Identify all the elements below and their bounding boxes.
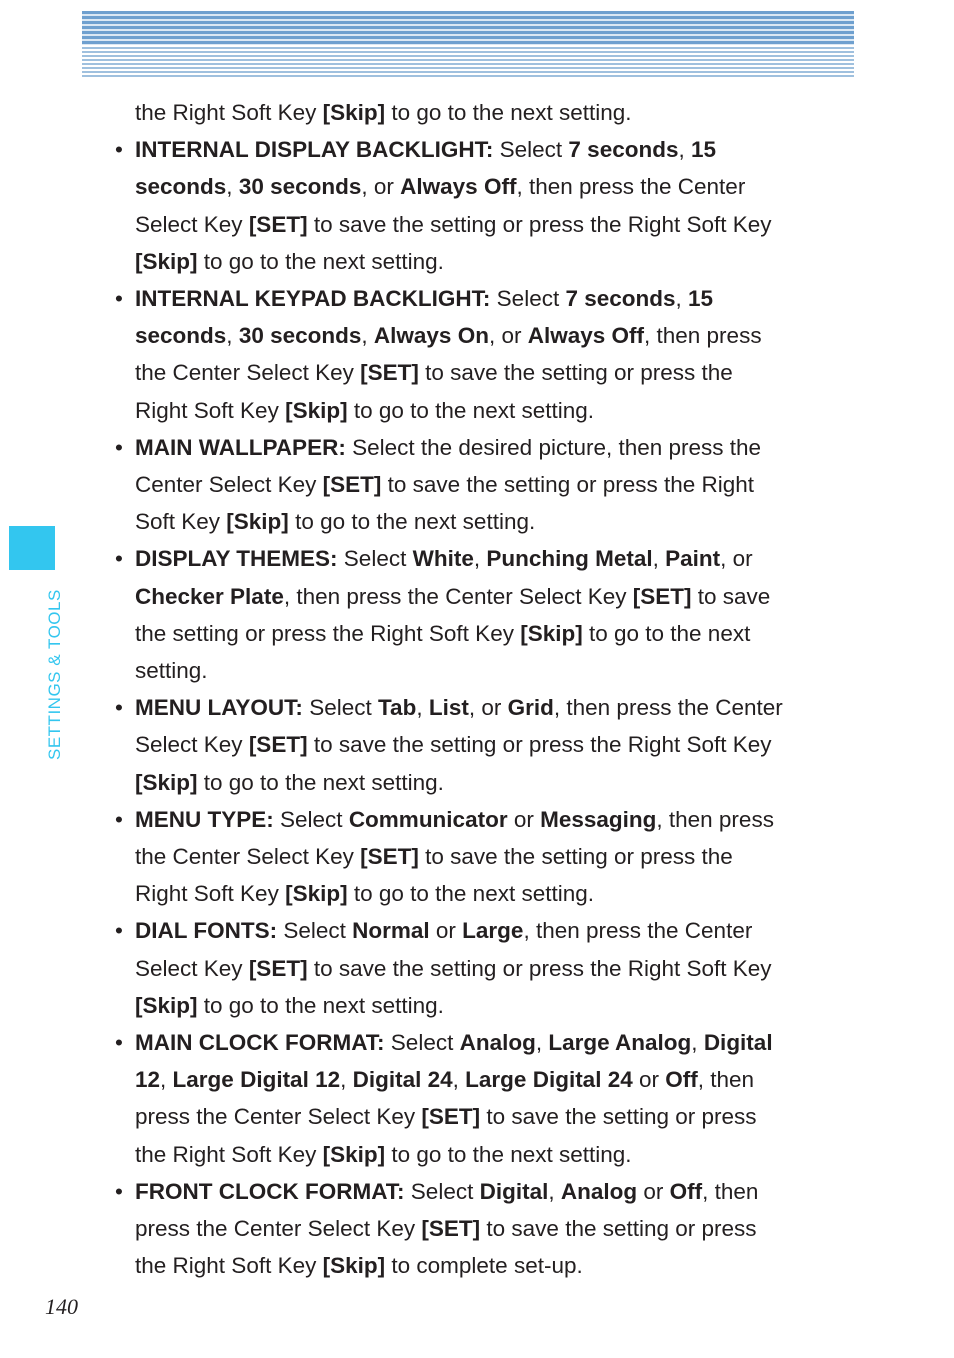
text-line [135, 652, 208, 689]
text-run: to go to the next setting. [385, 100, 632, 125]
text-run: the Center Select Key [135, 844, 361, 869]
bold-term: INTERNAL KEYPAD BACKLIGHT: [135, 286, 491, 311]
text-run: , or [361, 174, 401, 200]
bold-term: 7 seconds [568, 137, 679, 163]
text-line [135, 1173, 758, 1210]
text-run: , [160, 1067, 173, 1093]
text-line [135, 280, 713, 317]
text-run: Select the desired picture, then press the [345, 434, 762, 460]
text-line [135, 1098, 757, 1135]
bullet-icon: • [115, 434, 123, 460]
bold-term: 30 seconds [238, 174, 362, 200]
text-line [135, 503, 535, 540]
bold-term: [Skip] [285, 881, 348, 907]
text-run: , [675, 286, 689, 311]
text-run: Select [404, 1178, 480, 1204]
bold-term: Always Off [527, 323, 644, 349]
bold-term: Off [669, 1178, 703, 1204]
text-run: press the Center Select Key [135, 1216, 422, 1241]
text-run: to save the setting or press the Right Soft Key [307, 211, 772, 237]
text-line [135, 578, 770, 615]
text-run: to go to the next setting. [197, 248, 444, 274]
text-run: Select [273, 806, 349, 832]
text-run: , [678, 137, 691, 163]
bullet-icon: • [115, 695, 123, 721]
header-stripe-band [82, 11, 854, 79]
bold-term: [Skip] [135, 769, 198, 795]
text-run: , [452, 1067, 466, 1093]
text-run: to go to the next setting. [347, 397, 595, 423]
text-run: , then press [656, 806, 774, 832]
text-run: Select [490, 286, 566, 311]
bold-term: [SET] [248, 211, 308, 237]
text-run: , [473, 546, 487, 572]
text-run: to save the setting or press the Right [381, 472, 755, 497]
text-run: , then press the Center [553, 695, 783, 721]
bold-term: [SET] [322, 472, 382, 497]
text-run: setting. [135, 658, 208, 683]
text-run: Select Key [135, 955, 249, 981]
bold-term: [Skip] [135, 248, 198, 274]
text-line [135, 1136, 632, 1173]
text-run: , then press the Center [523, 918, 753, 944]
bold-term: MAIN WALLPAPER: [135, 434, 346, 460]
text-run: , [226, 323, 239, 349]
bold-term: Large Analog [548, 1030, 692, 1055]
bullet-icon: • [115, 1030, 123, 1055]
bold-term: [Skip] [226, 509, 289, 535]
bold-term: List [428, 695, 469, 721]
bold-term: MAIN CLOCK FORMAT: [135, 1030, 385, 1055]
bold-term: Digital [479, 1178, 549, 1204]
text-run: Right Soft Key [135, 397, 286, 423]
text-line [135, 1210, 757, 1247]
bullet-icon: • [115, 546, 123, 572]
text-run: to save the setting or press the [418, 360, 733, 386]
text-line [135, 317, 762, 354]
text-run: Select [277, 918, 353, 944]
text-run: the Right Soft Key [135, 1253, 323, 1279]
text-line [135, 466, 754, 503]
bold-term: INTERNAL DISPLAY BACKLIGHT: [135, 137, 494, 163]
text-run: or [637, 1178, 670, 1204]
bold-term: Punching Metal [486, 546, 653, 572]
text-run: or [507, 806, 541, 832]
bold-term: [Skip] [322, 100, 386, 125]
bold-term: [SET] [248, 955, 308, 981]
bold-term: [SET] [360, 844, 419, 869]
text-run: Select [493, 137, 569, 163]
text-run: , [535, 1030, 549, 1055]
text-run: , or [488, 323, 528, 349]
text-line [135, 987, 444, 1024]
text-run: to go to the next setting. [347, 881, 595, 907]
text-run: Soft Key [135, 509, 227, 535]
text-run: , [691, 1030, 704, 1055]
text-run: to go to the next setting. [385, 1141, 632, 1167]
bold-term: MENU TYPE: [135, 806, 274, 832]
bold-term: [SET] [360, 360, 419, 386]
bold-term: 30 seconds [238, 323, 362, 349]
bold-term: DISPLAY THEMES: [135, 546, 338, 572]
text-run: , [340, 1067, 353, 1093]
text-line [135, 615, 750, 652]
text-run: to save the setting or press [480, 1104, 757, 1130]
bold-term: DIAL FONTS: [135, 918, 278, 944]
bold-term: Off [665, 1067, 698, 1093]
text-run: to go to the next setting. [197, 992, 444, 1018]
text-run: Select Key [135, 211, 249, 237]
bold-term: Grid [507, 695, 554, 721]
bullet-icon: • [115, 137, 123, 163]
bold-term: 12 [135, 1067, 161, 1093]
text-run: , [548, 1178, 561, 1204]
bold-term: 7 seconds [565, 286, 676, 311]
text-run: to go to the next setting. [288, 509, 536, 535]
text-run: to go to the next setting. [197, 769, 444, 795]
bold-term: Tab [377, 695, 417, 721]
bold-term: Always On [373, 323, 489, 349]
bullet-icon: • [115, 1178, 123, 1204]
bold-term: Normal [352, 918, 430, 944]
text-run: , [416, 695, 429, 721]
bold-term: Analog [560, 1178, 638, 1204]
text-line [135, 726, 772, 763]
text-run: or [429, 918, 463, 944]
text-line [135, 354, 733, 391]
text-line [135, 1024, 773, 1061]
bold-term: [Skip] [520, 620, 583, 646]
text-line [135, 801, 774, 838]
text-run: , or [720, 546, 753, 572]
text-line [135, 764, 444, 801]
bold-term: MENU LAYOUT: [135, 695, 303, 721]
text-line [135, 912, 752, 949]
text-line [135, 392, 594, 429]
text-run: , then press the Center [516, 174, 746, 200]
bold-term: Large [462, 918, 524, 944]
bold-term: [Skip] [135, 992, 198, 1018]
bold-term: seconds [135, 174, 227, 200]
text-run: the Center Select Key [135, 360, 361, 386]
section-tab-marker [9, 526, 55, 570]
text-run: to save the setting or press the Right Soft Key [307, 955, 772, 981]
text-run: the Right Soft Key [135, 1141, 323, 1167]
text-run: , [361, 323, 374, 349]
text-run: to save the setting or press [480, 1216, 757, 1241]
text-run: to complete set-up. [385, 1253, 583, 1279]
text-run: Select [337, 546, 413, 572]
bold-term: [SET] [632, 583, 692, 609]
text-run: , or [468, 695, 508, 721]
text-run: , then [697, 1067, 755, 1093]
bold-term: Digital 24 [352, 1067, 453, 1093]
bold-term: 15 [691, 137, 717, 163]
bold-term: Paint [665, 546, 721, 572]
text-run: , [226, 174, 239, 200]
text-line [135, 689, 783, 726]
text-run: to save the setting or press the Right Soft Key [307, 732, 772, 758]
bold-term: FRONT CLOCK FORMAT: [135, 1178, 405, 1204]
text-run: to save the setting or press the [418, 844, 733, 869]
bold-term: [SET] [421, 1216, 481, 1241]
text-line [135, 168, 745, 205]
bold-term: [SET] [421, 1104, 481, 1130]
bold-term: [Skip] [322, 1141, 386, 1167]
text-run: or [632, 1067, 666, 1093]
text-run: , [652, 546, 666, 572]
text-line [135, 875, 594, 912]
text-run: , then press [644, 323, 762, 349]
section-label: SETTINGS & TOOLS [45, 589, 64, 760]
bold-term: Digital [703, 1030, 773, 1055]
text-run: , then press the Center Select Key [283, 583, 633, 609]
bold-term: Communicator [348, 806, 508, 832]
bold-term: seconds [135, 323, 227, 349]
bold-term: [SET] [248, 732, 308, 758]
text-line [135, 1247, 583, 1284]
bullet-icon: • [115, 806, 123, 832]
text-line [135, 1061, 754, 1098]
text-run: Center Select Key [135, 472, 323, 497]
text-run: Right Soft Key [135, 881, 286, 907]
bold-term: Messaging [540, 806, 657, 832]
bold-term: Checker Plate [135, 583, 284, 609]
page-number: 140 [45, 1294, 78, 1319]
text-line [135, 94, 632, 131]
bold-term: [Skip] [322, 1253, 386, 1279]
text-line [135, 838, 733, 875]
text-line [135, 243, 444, 280]
text-line [135, 131, 716, 168]
text-run: press the Center Select Key [135, 1104, 422, 1130]
text-run: Select [302, 695, 378, 721]
bold-term: Large Digital 24 [465, 1067, 633, 1093]
bold-term: Large Digital 12 [172, 1067, 341, 1093]
bold-term: Analog [459, 1030, 536, 1055]
text-line [135, 429, 761, 466]
text-line [135, 540, 753, 577]
text-line [135, 206, 772, 243]
text-run: to save [691, 583, 771, 609]
text-line [135, 950, 772, 987]
text-run: the setting or press the Right Soft Key [135, 620, 521, 646]
bold-term: White [412, 546, 474, 572]
bold-term: 15 [688, 286, 714, 311]
bullet-icon: • [115, 918, 123, 944]
text-run: the Right Soft Key [135, 100, 323, 125]
text-run: to go to the next [582, 620, 751, 646]
text-run: Select [384, 1030, 460, 1055]
text-run: Select Key [135, 732, 249, 758]
text-run: , then [702, 1178, 759, 1204]
bold-term: [Skip] [285, 397, 348, 423]
bold-term: Always Off [400, 174, 517, 200]
bullet-icon: • [115, 286, 123, 311]
